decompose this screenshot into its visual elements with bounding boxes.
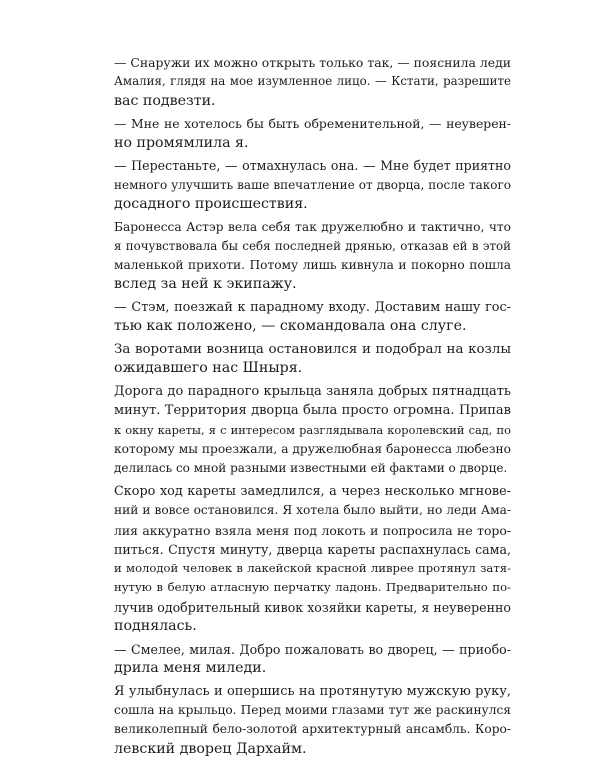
text-line: За воротами возница остановился и подобрал на козлы bbox=[114, 342, 511, 358]
book-page bbox=[90, 53, 511, 762]
text-line: лучив одобрительный кивок хозяйки кареты, я неуверенно bbox=[114, 599, 511, 615]
text-line: Дорога до парадного крыльца заняла добрых пятнадцать bbox=[114, 384, 511, 400]
text-line: сошла на крыльцо. Перед моими глазами тут же раскинулся bbox=[114, 703, 511, 718]
text-line: Амалия, глядя на мое изумленное лицо. — Кстати, разрешите bbox=[114, 74, 511, 89]
text-line: левский дворец Дархайм. bbox=[114, 740, 307, 757]
text-line: вас подвезти. bbox=[114, 92, 216, 109]
paragraph bbox=[90, 53, 511, 111]
text-line: немного улучшить ваше впечатление от дворца, после такого bbox=[114, 177, 511, 192]
paragraph bbox=[90, 640, 511, 679]
text-line: ний и вовсе остановился. Я хотела было выйти, но леди Ама- bbox=[114, 503, 511, 518]
text-line: Скоро ход кареты замедлился, а через несколько мгнове- bbox=[114, 483, 511, 499]
text-line: к окну кареты, я с интересом разглядывала королевский сад, по bbox=[114, 422, 511, 437]
text-line: маленькой прихоти. Потому лишь кивнула и покорно пошла bbox=[114, 258, 511, 273]
paragraph bbox=[90, 682, 511, 759]
text-line: досадного происшествия. bbox=[114, 195, 308, 212]
text-line: — Смелее, милая. Добро пожаловать во дворец, — приобо- bbox=[114, 641, 511, 657]
text-line: поднялась. bbox=[114, 618, 197, 635]
text-line: дрила меня миледи. bbox=[114, 660, 267, 677]
text-line: великолепный бело-золотой архитектурный ансамбль. Коро- bbox=[114, 722, 511, 737]
text-line: но промямлила я. bbox=[114, 134, 249, 151]
text-line: тью как положено, — скомандовала она слуге. bbox=[114, 318, 467, 335]
text-line: ожидавшего нас Шныря. bbox=[114, 360, 303, 377]
paragraph bbox=[90, 482, 511, 636]
text-line: — Мне не хотелось бы быть обременительной, — неуверен- bbox=[114, 116, 511, 132]
text-line: — Стэм, поезжай к парадному входу. Доставим нашу гос- bbox=[114, 300, 511, 316]
text-line: нутую в белую атласную перчатку ладонь. Предварительно по- bbox=[114, 580, 511, 595]
paragraph bbox=[90, 298, 511, 337]
text-line: вслед за ней к экипажу. bbox=[114, 276, 297, 293]
text-line: я почувствовала бы себя последней дрянью, отказав ей в этой bbox=[114, 238, 511, 253]
text-line: лия аккуратно взяла меня под локоть и попросила не торо- bbox=[114, 522, 511, 538]
text-line: — Снаружи их можно открыть только так, — пояснила леди bbox=[114, 55, 511, 70]
text-line: — Перестаньте, — отмахнулась она. — Мне будет приятно bbox=[114, 158, 511, 174]
paragraph bbox=[90, 340, 511, 379]
text-line: и молодой человек в лакейской красной ливрее протянул затя- bbox=[114, 561, 511, 576]
paragraph bbox=[90, 218, 511, 295]
paragraph bbox=[90, 156, 511, 214]
text-line: делилась со мной разными известными ей фактами о дворце. bbox=[114, 461, 508, 476]
paragraph bbox=[90, 382, 511, 478]
text-line: минут. Территория дворца была просто огромна. Припав bbox=[114, 403, 511, 419]
paragraph bbox=[90, 114, 511, 153]
text-line: которому мы проезжали, а дружелюбная баронесса любезно bbox=[114, 441, 511, 456]
text-line: Баронесса Астэр вела себя так дружелюбно и тактично, что bbox=[114, 219, 511, 234]
text-line: питься. Спустя минуту, дверца кареты распахнулась сама, bbox=[114, 541, 511, 557]
text-line: Я улыбнулась и опершись на протянутую мужскую руку, bbox=[114, 683, 511, 699]
